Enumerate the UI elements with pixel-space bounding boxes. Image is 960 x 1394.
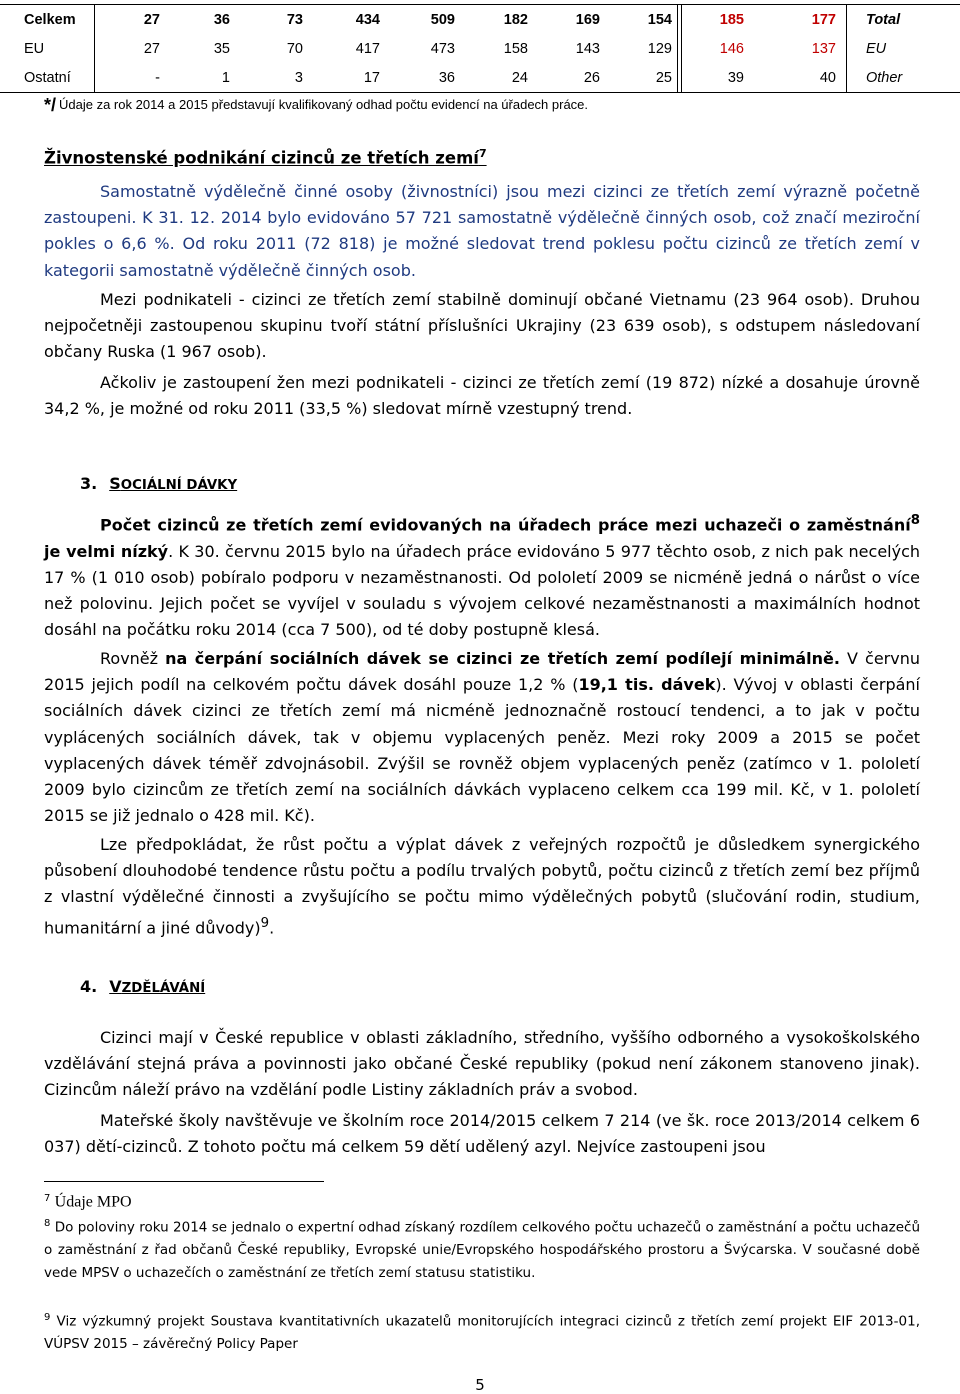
table-cell: 25	[655, 70, 672, 86]
table-cell: 158	[503, 41, 528, 57]
table-divider	[94, 4, 95, 92]
table-divider	[681, 4, 682, 92]
table-cell: 36	[213, 12, 230, 28]
table-cell: 129	[647, 41, 672, 57]
table-cell: 185	[719, 12, 744, 28]
row-label: EU	[24, 41, 45, 57]
footnote-ref: 8	[910, 513, 920, 528]
section-3-paragraph-3: Lze předpokládat, že růst počtu a výplat dávek z veřejných rozpočtů je důsledkem synergického působení dlouhodobé tendence růstu počtu a podílu trvalých pobytů, počtu cizinců z třetích zemí bez příjmů z vlastní výdělečné činnosti a zvyšujícího se počtu mimo výdělečných pobytů (slučování rodin, studium, humanitární a jiné důvody)$^9$.	[44, 835, 920, 937]
section-4-paragraph-1: Cizinci mají v České republice v oblasti základního, středního, vyššího odborného a vysokoškolského vzdělávání stejná práva a povinnosti jako občané České republiky (pokud není zákonem stanoveno jinak). Cizincům náleží právo na vzdělání podle Listiny základních práv a svobod.	[44, 1028, 920, 1100]
table-cell: -	[155, 70, 160, 86]
table-row-eu	[0, 34, 960, 63]
table-cell: 154	[647, 12, 672, 28]
page-number: 5	[475, 1376, 485, 1394]
table-cell: 434	[355, 12, 380, 28]
table-cell: 146	[719, 41, 744, 57]
business-heading: Živnostenské podnikání cizinců ze třetích zemí$^7$	[44, 147, 487, 168]
table-row-other	[0, 63, 960, 93]
footnote-separator	[44, 1181, 324, 1182]
table-cell: 3	[294, 70, 303, 86]
section-3-paragraph-2: Rovněž na čerpání sociálních dávek se cizinci ze třetích zemí podílejí minimálně. V červnu 2015 jejich podíl na celkovém počtu dávek dosáhl pouze 1,2 % (19,1 tis. dávek). Vývoj v oblasti čerpání sociálních dávek cizinci ze třetích zemí má nicméně jednoznačně rostoucí tendenci, a to jak v počtu vyplácených sociálních dávek, tak v objemu vyplacených peněz. Mezi roky 2009 a 2015 se počet vyplacených dávek téměř zdvojnásobil. Zvýšil se rovněž objem vyplacených peněz (zatímco v 1. pololetí 2009 bylo cizincům ze třetích zemí na sociálních dávkách vyplaceno celkem cca 199 mil. Kč, v 1. pololetí 2015 se již jednalo o 428 mil. Kč).	[44, 649, 921, 826]
footnote-ref: 7	[478, 147, 487, 160]
table-cell: 473	[430, 41, 455, 57]
table-cell: 35	[213, 41, 230, 57]
table-cell: 1	[221, 70, 230, 86]
footnote-9: $^9$ Viz výzkumný projekt Soustava kvantitativních ukazatelů monitorujících integraci cizinců z třetích zemí projekt EIF 2013-01, VÚPSV 2015 – závěrečný Policy Paper	[44, 1312, 920, 1352]
statistics-table	[0, 4, 960, 93]
table-cell: 137	[811, 41, 836, 57]
table-cell: 73	[286, 12, 303, 28]
row-label-english: Total	[866, 12, 901, 28]
section-3-paragraph-1: Počet cizinců ze třetích zemí evidovaných na úřadech práce mezi uchazeči o zaměstnání$^8$ je velmi nízký. K 30. červnu 2015 bylo na úřadech práce evidováno 5 977 těchto osob, z nich pak necelých 17 % (1 010 osob) pobíralo podporu v nezaměstnanosti. Od pololetí 2009 se nicméně jedná o nárůst o více než polovinu. Jejich počet se vyvíjel v souladu s vývojem celkové nezaměstnanosti a maximálních hodnot dosáhl na počátku roku 2014 (cca 7 500), od té doby postupně klesá.	[44, 513, 921, 640]
table-cell: 182	[503, 12, 528, 28]
business-paragraph-2: Mezi podnikateli - cizinci ze třetích zemí stabilně dominují občané Vietnamu (23 964 osob). Druhou nejpočetněji zastoupenou skupinu tvoří státní příslušníci Ukrajiny (23 639 osob), s odstupem následovaní občany Ruska (1 967 osob).	[44, 290, 920, 362]
note-text: Údaje za rok 2014 a 2015 představují kvalifikovaný odhad počtu evidencí na úřadech práce.	[59, 97, 589, 112]
table-cell: 40	[819, 70, 836, 86]
table-cell: 509	[430, 12, 455, 28]
table-cell: 24	[511, 70, 528, 86]
table-cell: 27	[143, 12, 160, 28]
highlighted-text: Samostatně výdělečně činné osoby (živnostníci) jsou mezi cizinci ze třetích zemí výrazně početně zastoupeni. K 31. 12.	[44, 182, 920, 228]
section-4-paragraph-2: Mateřské školy navštěvuje ve školním roce 2014/2015 celkem 7 214 (ve šk. roce 2013/2014 celkem 6 037) dětí-cizinců. Z tohoto počtu má celkem 59 dětí udělený azyl. Nejvíce zastoupeni jsou	[44, 1111, 920, 1157]
table-cell: 169	[575, 12, 600, 28]
note-marker: */	[44, 95, 57, 115]
business-paragraph-3: Ačkoliv je zastoupení žen mezi podnikateli - cizinci ze třetích zemí (19 872) nízké a dosahuje úrovně 34,2 %, je možné od roku 2011 (33,5 %) sledovat mírně vzestupný trend.	[44, 373, 920, 419]
table-divider	[677, 4, 678, 92]
table-cell: 39	[727, 70, 744, 86]
table-cell: 177	[811, 12, 836, 28]
row-label-english: Other	[866, 70, 903, 86]
row-label-english: EU	[866, 41, 887, 57]
table-row-total	[0, 4, 960, 34]
footnote-ref: 9	[260, 915, 270, 931]
table-cell: 417	[355, 41, 380, 57]
row-label: Celkem	[24, 12, 76, 28]
table-cell: 26	[583, 70, 600, 86]
table-cell: 27	[143, 41, 160, 57]
business-paragraph-1: Samostatně výdělečně činné osoby (živnostníci) jsou mezi cizinci ze třetích zemí výrazně početně zastoupeni. K 31. 12. 2014 bylo evidováno 57 721 samostatně výdělečně činných osob, což značí meziroční pokles o 6,6 %. Od roku 2011 (72 818) je možné sledovat trend poklesu počtu cizinců ze třetích zemí v kategorii samostatně výdělečně činných osob.	[44, 182, 920, 280]
footnote-8: $^8$ Do poloviny roku 2014 se jednalo o expertní odhad získaný rozdílem celkového počtu uchazečů o zaměstnání a počtu uchazečů o zaměstnání z řad občanů České republiky, Evropské unie/Evropského hospodářského prostoru a Švýcarska. V současné době vede MPSV o uchazečích o zaměstnání ze třetích zemí statusu statistiku.	[44, 1218, 921, 1281]
section-3-heading: 3. SOCIÁLNÍ DÁVKY	[80, 474, 238, 493]
table-divider	[846, 4, 847, 92]
table-cell: 17	[363, 70, 380, 86]
table-cell: 70	[286, 41, 303, 57]
footnote-7: $^7$ Údaje MPO	[44, 1193, 132, 1211]
table-cell: 143	[575, 41, 600, 57]
section-4-heading: 4. VZDĚLÁVÁNÍ	[80, 977, 206, 996]
table-note	[44, 95, 588, 116]
table-cell: 36	[438, 70, 455, 86]
row-label: Ostatní	[24, 70, 71, 86]
